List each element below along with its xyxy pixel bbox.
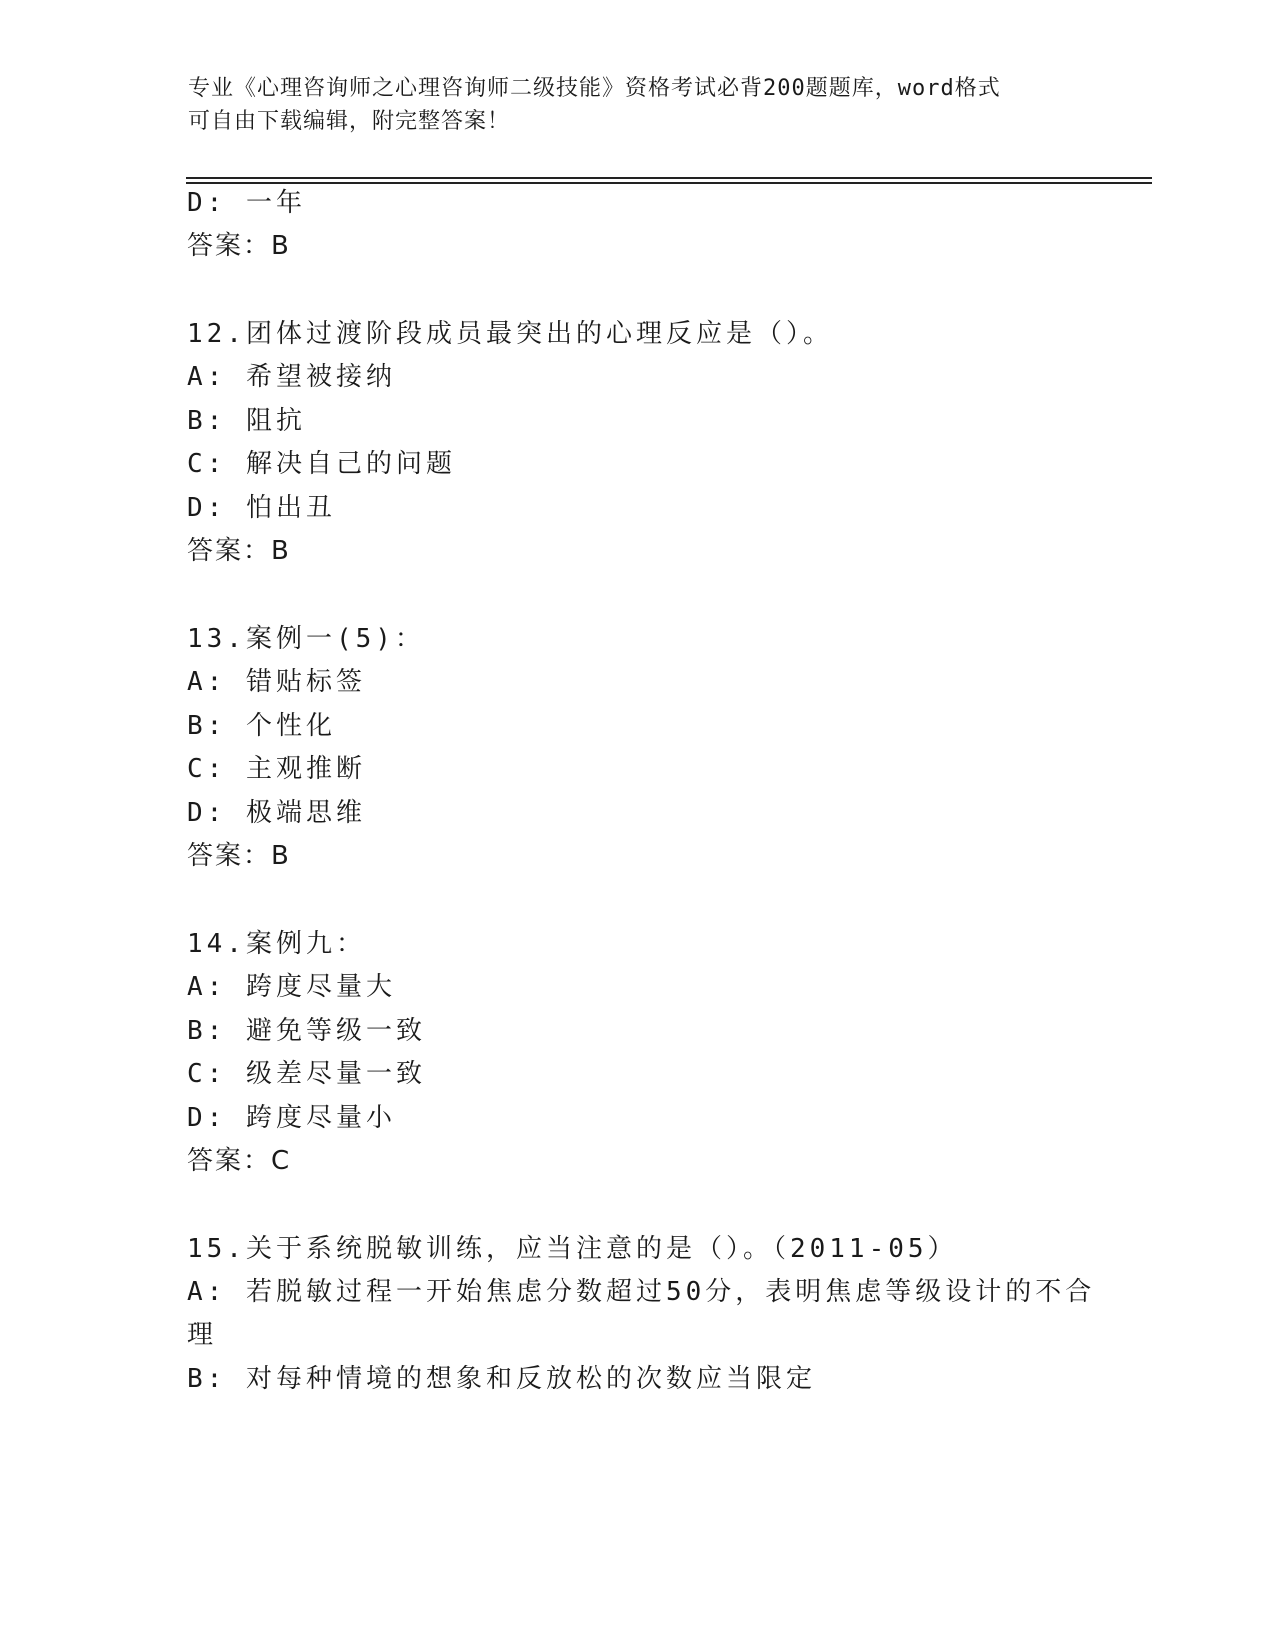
header-title-line-1: 专业《心理咨询师之心理咨询师二级技能》资格考试必背200题题库，word格式 [188,76,1001,101]
q12-option-a: A: 希望被接纳 [187,362,396,392]
q13-stem: 13.案例一(5)： [187,624,425,654]
q12-stem: 12.团体过渡阶段成员最突出的心理反应是（）。 [187,319,833,349]
q13-option-d: D: 极端思维 [187,798,366,828]
q15-option-a-line-1: A: 若脱敏过程一开始焦虑分数超过50分，表明焦虑等级设计的不合 [187,1277,1096,1307]
q14-answer: 答案：C [187,1146,292,1176]
header-divider-top [186,177,1152,179]
header-divider-bottom [186,182,1152,184]
q13-answer: 答案：B [187,841,291,871]
q13-option-a: A: 错贴标签 [187,667,366,697]
q14-option-d: D: 跨度尽量小 [187,1103,396,1133]
q15-option-b: B: 对每种情境的想象和反放松的次数应当限定 [187,1364,816,1394]
header-title-line-2: 可自由下载编辑，附完整答案！ [188,109,511,134]
q12-option-c: C: 解决自己的问题 [187,449,456,479]
q13-option-c: C: 主观推断 [187,754,366,784]
q14-option-c: C: 级差尽量一致 [187,1059,426,1089]
q14-option-a: A: 跨度尽量大 [187,972,396,1002]
q11-answer: 答案：B [187,231,291,261]
q14-stem: 14.案例九： [187,929,366,959]
q12-option-d: D: 怕出丑 [187,493,336,523]
q15-option-a-line-2: 理 [187,1320,218,1350]
q14-option-b: B: 避免等级一致 [187,1016,426,1046]
q15-stem: 15.关于系统脱敏训练，应当注意的是（）。（2011-05） [187,1234,958,1264]
q11-option-d: D: 一年 [187,188,306,218]
q12-answer: 答案：B [187,536,291,566]
document-header [188,72,1088,138]
q13-option-b: B: 个性化 [187,711,336,741]
q12-option-b: B: 阻抗 [187,406,306,436]
